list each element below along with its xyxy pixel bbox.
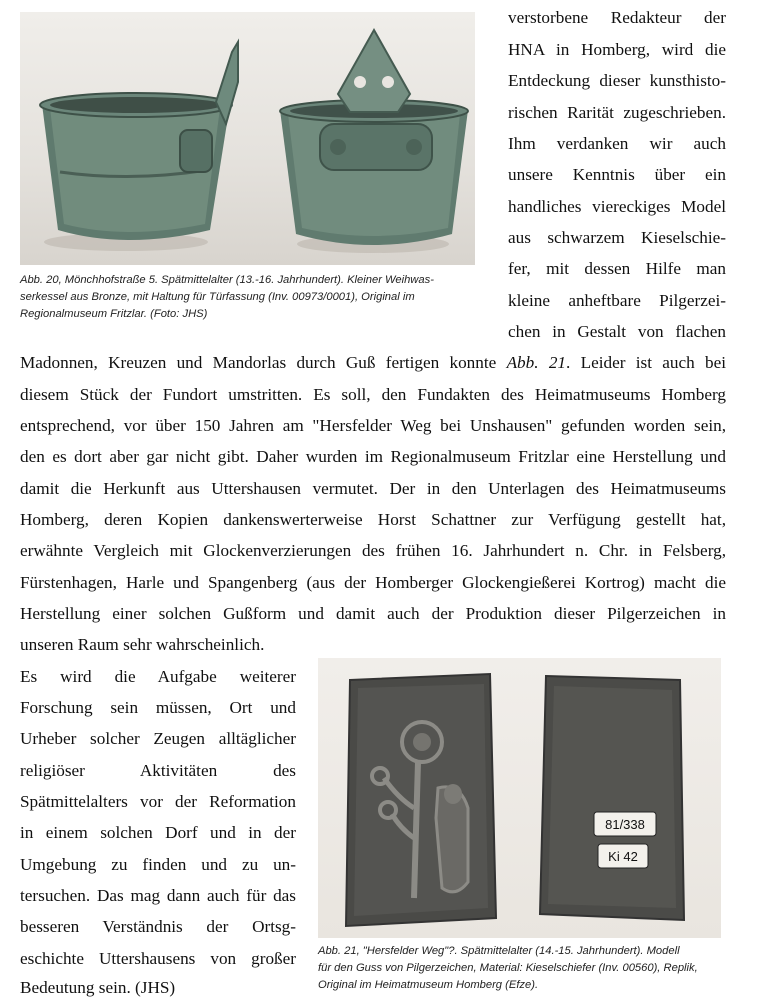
figure-21-caption-line: Original im Heimatmuseum Homberg (Efze). xyxy=(318,979,539,991)
inventory-label-bottom xyxy=(598,844,648,868)
body-text-line: Umgebung zu finden und zu un- xyxy=(20,855,296,874)
body-text-line: diesem Stück der Fundort umstritten. Es soll, den Fundakten des Heimatmuseums Homberg xyxy=(20,385,726,404)
body-text-line: unsere Kenntnis über ein xyxy=(508,165,726,184)
body-text-line: verstorbene Redakteur der xyxy=(508,8,726,27)
figure-20-caption-line: serkessel aus Bronze, mit Haltung für Türfassung (Inv. 00973/0001), Original im xyxy=(20,291,415,303)
figure-20-caption-line: Regionalmuseum Fritzlar. (Foto: JHS) xyxy=(20,308,208,320)
body-text-line: Es wird die Aufgabe weiterer xyxy=(20,667,296,686)
body-text-line: fer, mit dessen Hilfe man xyxy=(508,259,726,278)
figure-20-photo xyxy=(20,12,475,265)
body-text-segment: Madonnen, Kreuzen und Mandorlas durch Guß fertigen konnte xyxy=(20,353,507,372)
body-text-line: Ihm verdanken wir auch xyxy=(508,134,726,153)
body-text-line: Urheber solcher Zeugen alltäglicher xyxy=(20,729,296,748)
body-text-line: Forschung sein müssen, Ort und xyxy=(20,698,296,717)
body-text-line: eschichte Uttershausens von großer xyxy=(20,949,296,968)
body-text-line: in einem solchen Dorf und in der xyxy=(20,823,296,842)
body-text-line: tersuchen. Das mag dann auch für das xyxy=(20,886,296,905)
body-text-line: Homberg, deren Kopien dankenswerterweise Horst Schattner zur Verfügung gestellt hat, xyxy=(20,510,726,529)
body-text-line: erwähnte Vergleich mit Glockenverzierungen des frühen 16. Jahrhundert n. Chr. in Felsberg, xyxy=(20,541,726,560)
body-text-line: entsprechend, vor über 150 Jahren am "Hersfelder Weg bei Unshausen" gefunden worden sein, xyxy=(20,416,726,435)
body-text-line: handliches viereckiges Model xyxy=(508,197,726,216)
inventory-label-top-text: 81/338 xyxy=(605,817,645,832)
right-vessel xyxy=(280,30,468,253)
mould-back-block xyxy=(540,676,684,920)
figure-21-reference: Abb. 21 xyxy=(506,353,567,372)
body-text-line: aus schwarzem Kieselschie- xyxy=(508,228,726,247)
figure-21-caption-line: Abb. 21, "Hersfelder Weg"?. Spätmittelalter (14.-15. Jahrhundert). Modell xyxy=(318,945,680,957)
body-text-line: chen in Gestalt von flachen xyxy=(508,322,726,341)
body-text-line: Bedeutung sein. (JHS) xyxy=(20,978,176,997)
figure-21-photo xyxy=(318,658,721,938)
body-text-line: kleine anheftbare Pilgerzei- xyxy=(508,291,726,310)
body-text-line: Spätmittelalters vor der Reformation xyxy=(20,792,296,811)
body-text-line: Entdeckung dieser kunsthisto- xyxy=(508,71,726,90)
body-text-line: damit die Herkunft aus Uttershausen vermutet. Der in den Unterlagen des Heimatmuseums xyxy=(20,479,726,498)
body-text-line: unseren Raum sehr wahrscheinlich. xyxy=(20,635,265,654)
figure-21-caption-line: für den Guss von Pilgerzeichen, Material: Kieselschiefer (Inv. 00560), Replik, xyxy=(318,962,698,974)
mould-front-block xyxy=(346,674,496,926)
body-text-line: Herstellung einer solchen Gußform und damit auch der Produktion dieser Pilgerzeichen in xyxy=(20,604,726,623)
left-vessel xyxy=(40,42,238,251)
body-text-line: besseren Verständnis der Ortsg- xyxy=(20,917,296,936)
body-text-line: rischen Rarität zugeschrieben. xyxy=(508,103,726,122)
body-text-segment: . Leider ist auch bei xyxy=(566,353,727,372)
inventory-label-bottom-text: Ki 42 xyxy=(608,849,638,864)
body-text-line: den es dort aber gar nicht gibt. Daher wurden im Regionalmuseum Fritzlar eine Herstellung und xyxy=(20,447,726,466)
body-text-line xyxy=(20,353,726,373)
inventory-label-top xyxy=(594,812,656,836)
body-text-line: HNA in Homberg, wird die xyxy=(508,40,726,59)
figure-20-caption-line: Abb. 20, Mönchhofstraße 5. Spätmittelalter (13.-16. Jahrhundert). Kleiner Weihwas- xyxy=(20,274,434,286)
body-text-line: religiöser Aktivitäten des xyxy=(20,761,296,780)
body-text-line: Fürstenhagen, Harle und Spangenberg (aus der Homberger Glockengießerei Kortrog) macht die xyxy=(20,573,726,592)
